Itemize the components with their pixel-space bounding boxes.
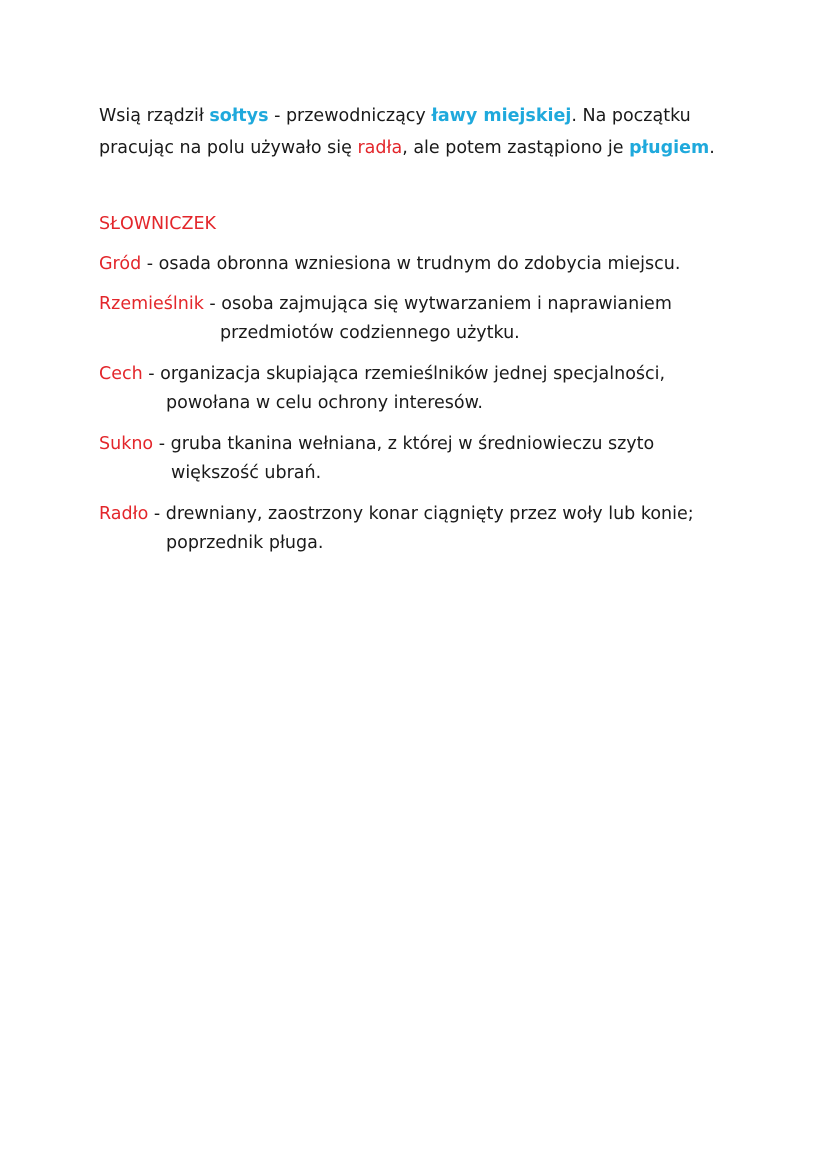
- intro-text-4: , ale potem zastąpiono je: [402, 138, 630, 158]
- glossary-definition: - drewniany, zaostrzony konar ciągnięty przez woły lub konie;: [148, 504, 694, 524]
- keyword-plug: pługiem: [629, 138, 710, 158]
- glossary-entry-cech: [99, 360, 759, 418]
- keyword-lawa-miejska: ławy miejskiej: [431, 106, 572, 126]
- glossary-definition-continued: większość ubrań.: [171, 463, 322, 483]
- glossary-term: Radło: [99, 504, 149, 524]
- glossary-definition-continued: przedmiotów codziennego użytku.: [220, 323, 520, 343]
- glossary-term: Cech: [99, 364, 143, 384]
- glossary-entry-sukno: [99, 430, 759, 488]
- glossary-definition: - organizacja skupiająca rzemieślników jednej specjalności,: [142, 364, 666, 384]
- glossary-term: Gród: [99, 254, 142, 274]
- glossary-entry-radlo: [99, 500, 759, 558]
- glossary-entry-grod: [99, 250, 759, 279]
- glossary-definition-continued: poprzednik pługa.: [166, 533, 324, 553]
- glossary-definition: - osada obronna wzniesiona w trudnym do zdobycia miejscu.: [141, 254, 681, 274]
- glossary-term: Rzemieślnik: [99, 294, 204, 314]
- glossary-definition-continued: powołana w celu ochrony interesów.: [166, 393, 483, 413]
- glossary-definition: - osoba zajmująca się wytwarzaniem i naprawianiem: [203, 294, 672, 314]
- glossary-heading: SŁOWNICZEK: [99, 214, 217, 234]
- intro-paragraph: [99, 100, 749, 164]
- intro-text-3: . Na początku pracując na polu używało się: [99, 106, 691, 158]
- intro-text-2: - przewodniczący: [268, 106, 432, 126]
- glossary-term: Sukno: [99, 434, 154, 454]
- intro-text-5: .: [709, 138, 715, 158]
- keyword-radlo: radła: [357, 138, 403, 158]
- keyword-soltys: sołtys: [209, 106, 269, 126]
- glossary-definition: - gruba tkanina wełniana, z której w średniowieczu szyto: [153, 434, 655, 454]
- intro-text-1: Wsią rządził: [99, 106, 210, 126]
- glossary-entry-rzemieslnik: [99, 290, 759, 348]
